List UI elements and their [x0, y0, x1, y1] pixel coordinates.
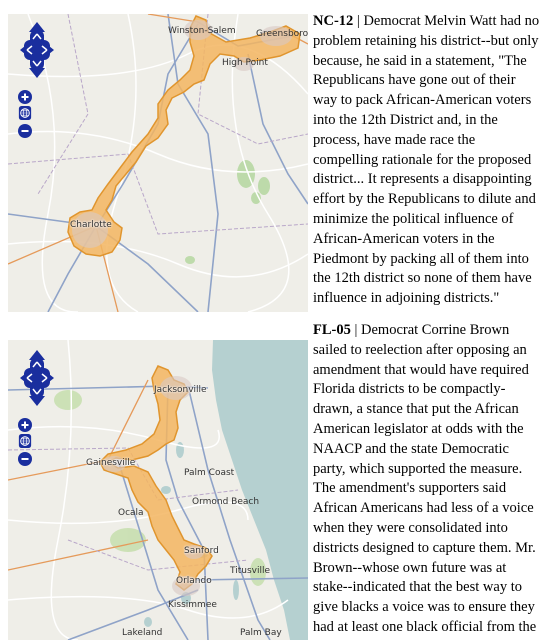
- district-description-fl05: [313, 321, 542, 638]
- district-body: Democrat Melvin Watt had no problem retaining his district--but only because, he said in a statement, "The Republicans have gone out of their way to pack African-American voters into the 12th District and, in the process, have made race the compelling rationale for the proposed district... It represents a disappointing effort by the Republicans to dilute and minimize the political influence of African-American voters in the Piedmont by packing all of them into the 12th district so none of them have influence in adjoining districts.": [313, 13, 540, 307]
- district-body: Democrat Corrine Brown sailed to reelection after opposing an amendment that would have required Florida districts to be compactly-drawn, a stance that put the African American legislator at odds with the NAACP and the state Democratic party, which supported the measure. The amendment's supporters said African Americans had less of a voice when they were consolidated into districts designed to capture them. Mr. Brown--whose own future was at stake--indicated that the best way to give blacks a voice was to ensure they had at least one black official from the: [313, 322, 537, 635]
- pan-arrows-icon[interactable]: [18, 20, 56, 80]
- map-label-palm-coast: Palm Coast: [184, 468, 235, 478]
- district-id: FL-05: [313, 322, 351, 338]
- map-label-ocala: Ocala: [118, 508, 144, 518]
- map-label-ormond-beach: Ormond Beach: [192, 497, 260, 507]
- separator: |: [353, 13, 364, 29]
- zoom-out-icon[interactable]: [18, 124, 32, 138]
- zoom-out-icon[interactable]: [18, 452, 32, 466]
- map-label-palm-bay: Palm Bay: [240, 628, 282, 638]
- map-label-charlotte: Charlotte: [70, 220, 112, 230]
- map-label-high-point: High Point: [222, 58, 268, 68]
- pan-arrows-icon[interactable]: [18, 348, 56, 408]
- district-map-nc12[interactable]: [8, 14, 308, 312]
- map-label-titusville: Titusville: [230, 566, 271, 576]
- map-label-lakeland: Lakeland: [122, 628, 163, 638]
- district-entry-fl05: [0, 322, 542, 638]
- zoom-in-icon[interactable]: [18, 90, 32, 104]
- district-id: NC-12: [313, 13, 354, 29]
- map-label-kissimmee: Kissimmee: [168, 600, 217, 610]
- map-label-greensboro: Greensboro: [256, 29, 308, 39]
- map-label-gainesville: Gainesville: [86, 458, 136, 468]
- separator: |: [350, 322, 362, 338]
- district-description-nc12: [313, 12, 542, 309]
- globe-icon[interactable]: [18, 434, 32, 448]
- globe-icon[interactable]: [18, 106, 32, 120]
- zoom-in-icon[interactable]: [18, 418, 32, 432]
- map-label-sanford: Sanford: [184, 546, 219, 556]
- map-label-jacksonville: Jacksonville: [154, 385, 207, 395]
- map-label-orlando: Orlando: [176, 576, 212, 586]
- map-label-winston-salem: Winston-Salem: [168, 26, 236, 36]
- district-map-fl05[interactable]: [8, 340, 308, 640]
